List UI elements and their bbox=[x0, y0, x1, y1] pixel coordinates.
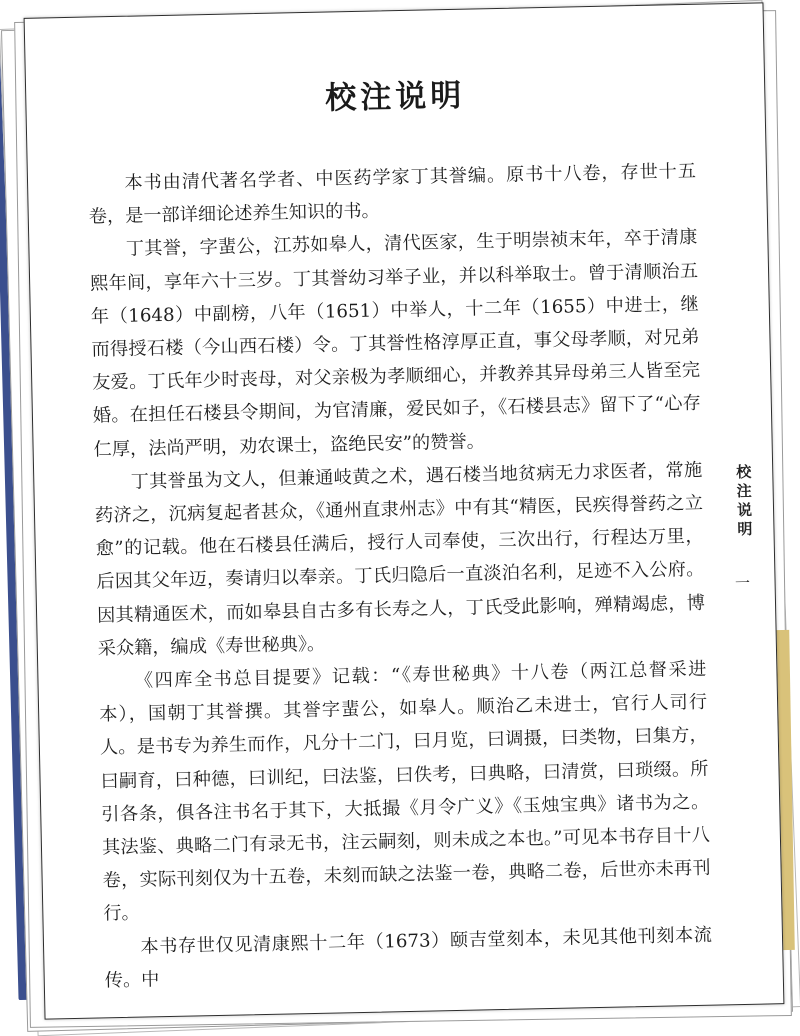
book-page bbox=[24, 2, 785, 1019]
running-side-header: 校注说明 bbox=[734, 463, 754, 541]
paragraph: 丁其誉虽为文人，但兼通岐黄之术，遇石楼当地贫病无力求医者，常施药济之，沉病复起者甚众，《通州直隶州志》中有其“精医，民疾得誉药之立愈”的记载。他在石楼县任满后，授行人司奉使，三次出行，行程达万里，后因其父年迈，奏请归以奉亲。丁氏归隐后一直淡泊名利，足迹不入公府。因其精通医术，而如皋县自古多有长寿之人，丁氏受此影响，殚精竭虑，博采众籍，编成《寿世秘典》。 bbox=[94, 459, 706, 660]
paragraph: 本书存世仅见清康熙十二年（1673）颐吉堂刻本，未见其他刊刻本流传。中 bbox=[104, 924, 713, 992]
paragraph: 丁其誉，字蜚公，江苏如皋人，清代医家，生于明崇祯末年，卒于清康熙年间，享年六十三岁。丁其誉幼习举子业，并以科举取士。曾于清顺治五年（1648）中副榜，八年（1651）中举人，十二年（1655）中进士，继而得授石楼（今山西石楼）令。丁其誉性格淳厚正直，事父母孝顺，对兄弟友爱。丁氏年少时丧母，对父亲极为孝顺细心，并教养其异母弟三人皆至完婚。在担任石楼县令期间，为官清廉，爱民如子，《石楼县志》留下了“心存仁厚，法尚严明，劝农课士，盗绝民安”的赞誉。 bbox=[89, 227, 702, 461]
paragraph: 本书由清代著名学者、中医药学家丁其誉编。原书十八卷，存世十五卷，是一部详细论述养生知识的书。 bbox=[88, 160, 697, 228]
page-number: 一 bbox=[734, 573, 751, 593]
paragraph: 《四库全书总目提要》记载：“《寿世秘典》十八卷（两江总督采进本），国朝丁其誉撰。其誉字蜚公，如皋人。顺治乙未进士，官行人司行人。是书专为养生而作，凡分十二门，曰月览，曰调摄，曰类物，曰集方，曰嗣育，曰种德，曰训纪，曰法鉴，曰佚考，曰典略，曰清赏，曰琐缀。所引各条，俱各注书名于其下，大抵撮《月令广义》《玉烛宝典》诸书为之。其法鉴、典略二门有录无书，注云嗣刻，则未成之本也。”可见本书存目十八卷，实际刊刻仅为十五卷，未刻而缺之法鉴一卷，典略二卷，后世亦未再刊行。 bbox=[98, 658, 711, 925]
page-title: 校注说明 bbox=[324, 77, 466, 117]
page-body bbox=[88, 155, 713, 998]
